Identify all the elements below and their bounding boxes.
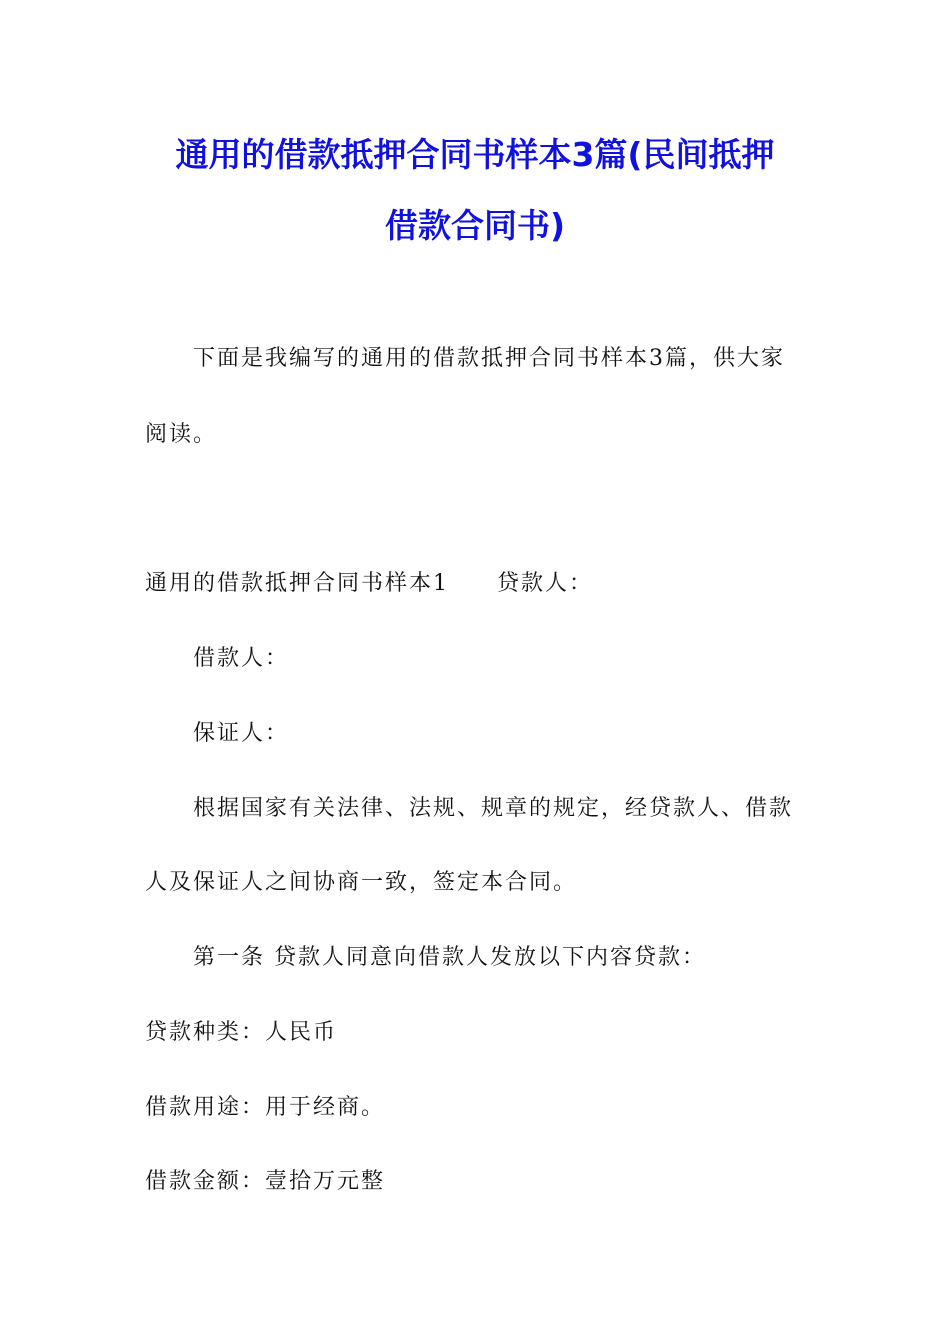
lender-label: 贷款人： [497,571,594,596]
intro-paragraph-line-1: 下面是我编写的通用的借款抵押合同书样本3篇，供大家 [193,346,785,371]
sample-heading-line [145,569,593,599]
guarantor-label: 保证人： [193,721,290,746]
intro-paragraph-line-2: 阅读。 [145,422,218,447]
document-title-line-1: 通用的借款抵押合同书样本3篇(民间抵押 [175,135,775,174]
article-one: 第一条 贷款人同意向借款人发放以下内容贷款： [193,945,706,970]
basis-paragraph-line-2: 人及保证人之间协商一致，签定本合同。 [145,870,578,895]
loan-amount: 借款金额：壹拾万元整 [145,1169,386,1194]
basis-paragraph-line-1: 根据国家有关法律、法规、规章的规定，经贷款人、借款 [193,796,794,821]
document-title-line-2: 借款合同书) [384,206,566,245]
sample-heading: 通用的借款抵押合同书样本1 [145,571,449,596]
loan-purpose: 借款用途：用于经商。 [145,1095,386,1120]
loan-type: 贷款种类：人民币 [145,1020,338,1045]
borrower-label: 借款人： [193,646,290,671]
